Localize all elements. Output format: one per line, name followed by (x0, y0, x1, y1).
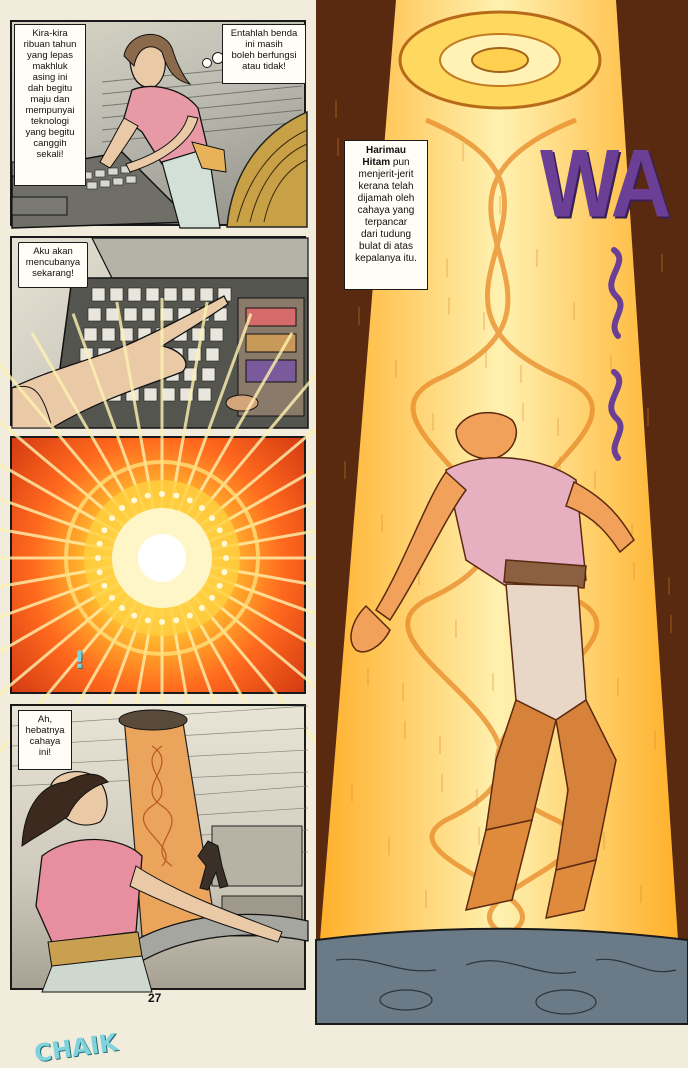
keypad-key (92, 288, 105, 301)
page-number: 27 (148, 991, 162, 1005)
light-dot (187, 613, 193, 619)
keypad-key (142, 308, 155, 321)
light-dot (131, 497, 137, 503)
light-dot (131, 613, 137, 619)
light-dot (159, 491, 165, 497)
light-dot (223, 555, 229, 561)
light-dot (101, 583, 107, 589)
bubble-line: boleh berfungsi (231, 50, 297, 61)
keypad-key (110, 288, 123, 301)
light-dot (159, 619, 165, 625)
caption-line: bulat di atas (359, 241, 413, 252)
light-dot (109, 595, 115, 601)
keypad-key (102, 328, 115, 341)
keypad-key (206, 348, 219, 361)
panel-1-computer-console (10, 20, 306, 226)
light-dot (217, 583, 223, 589)
bubble-line: Entahlah benda (230, 28, 298, 39)
light-dot (101, 527, 107, 533)
light-dot (221, 569, 227, 575)
bubble-line: ini! (38, 747, 52, 758)
light-dot (209, 595, 215, 601)
light-dot (217, 527, 223, 533)
caption-line: dari tudung (360, 229, 412, 240)
light-dot (199, 605, 205, 611)
keypad-key (144, 388, 157, 401)
keypad-key (162, 388, 175, 401)
light-dot (95, 555, 101, 561)
caption-line: terpancar (364, 217, 408, 228)
bubble-line: makhluk (32, 61, 68, 72)
bubble-line: canggih (33, 138, 67, 149)
light-dot (97, 541, 103, 547)
sfx-chaik: CHAIK (32, 1028, 120, 1068)
keypad-key (200, 288, 213, 301)
keypad-key (128, 288, 141, 301)
caption-line: dijamah oleh (357, 193, 415, 204)
bubble-line: sekali! (36, 149, 64, 160)
bubble-line: ribuan tahun (23, 39, 77, 50)
thought-bubble-2 (222, 24, 306, 84)
sfx-exclaim: ! (74, 646, 85, 674)
caption-line: cahaya yang (357, 205, 415, 216)
bubble-line: asing ini (32, 72, 68, 83)
bubble-line: yang lepas (27, 50, 73, 61)
bubble-line: atau tidak! (242, 61, 286, 72)
thought-bubble-1 (14, 24, 86, 186)
caption-bold-line: Hitam pun (362, 157, 410, 168)
light-dot (173, 493, 179, 499)
sfx-wa: WA (540, 128, 668, 237)
bubble-line: cahaya (29, 736, 61, 747)
bubble-line: ini masih (245, 39, 283, 50)
panel-4-woman-looks-at-beam (10, 704, 306, 990)
speech-bubble (18, 710, 72, 770)
keypad-key (198, 388, 211, 401)
light-dot (209, 515, 215, 521)
keypad-key (84, 328, 97, 341)
keypad-key (210, 328, 223, 341)
thought-dot (202, 58, 212, 68)
keypad-key (182, 288, 195, 301)
keypad-key (202, 368, 215, 381)
keypad-key (146, 288, 159, 301)
light-dot (97, 569, 103, 575)
bubble-line: dah begitu (27, 83, 73, 94)
keypad-key (164, 288, 177, 301)
light-dot (173, 617, 179, 623)
bubble-line: teknologi (30, 116, 70, 127)
narration-caption (344, 140, 428, 290)
bubble-line: Kira-kira (32, 28, 68, 39)
caption-line: kepalanya itu. (355, 253, 417, 264)
bubble-line: mempunyai (25, 105, 75, 116)
caption-bold-line: Harimau (365, 145, 406, 156)
light-dot (145, 493, 151, 499)
bubble-line: hebatnya (25, 725, 65, 736)
keypad-key (88, 308, 101, 321)
speech-bubble (18, 242, 88, 288)
light-dot (119, 605, 125, 611)
light-dot (199, 505, 205, 511)
bubble-line: Aku akan (33, 246, 73, 257)
caption-line: kerana telah (358, 181, 414, 192)
bubble-line: maju dan (30, 94, 70, 105)
panel-3-art (12, 438, 308, 696)
bubble-line: sekarang! (32, 268, 74, 279)
bubble-line: Ah, (37, 714, 53, 725)
light-dot (187, 497, 193, 503)
light-dot (221, 541, 227, 547)
caption-line: menjerit-jerit (358, 169, 414, 180)
light-dot (109, 515, 115, 521)
bubble-line: mencubanya (25, 257, 81, 268)
light-dot (119, 505, 125, 511)
bubble-line: yang begitu (25, 127, 75, 138)
keypad-key (124, 308, 137, 321)
panel-2-keypad-press (10, 236, 306, 426)
light-dot (145, 617, 151, 623)
